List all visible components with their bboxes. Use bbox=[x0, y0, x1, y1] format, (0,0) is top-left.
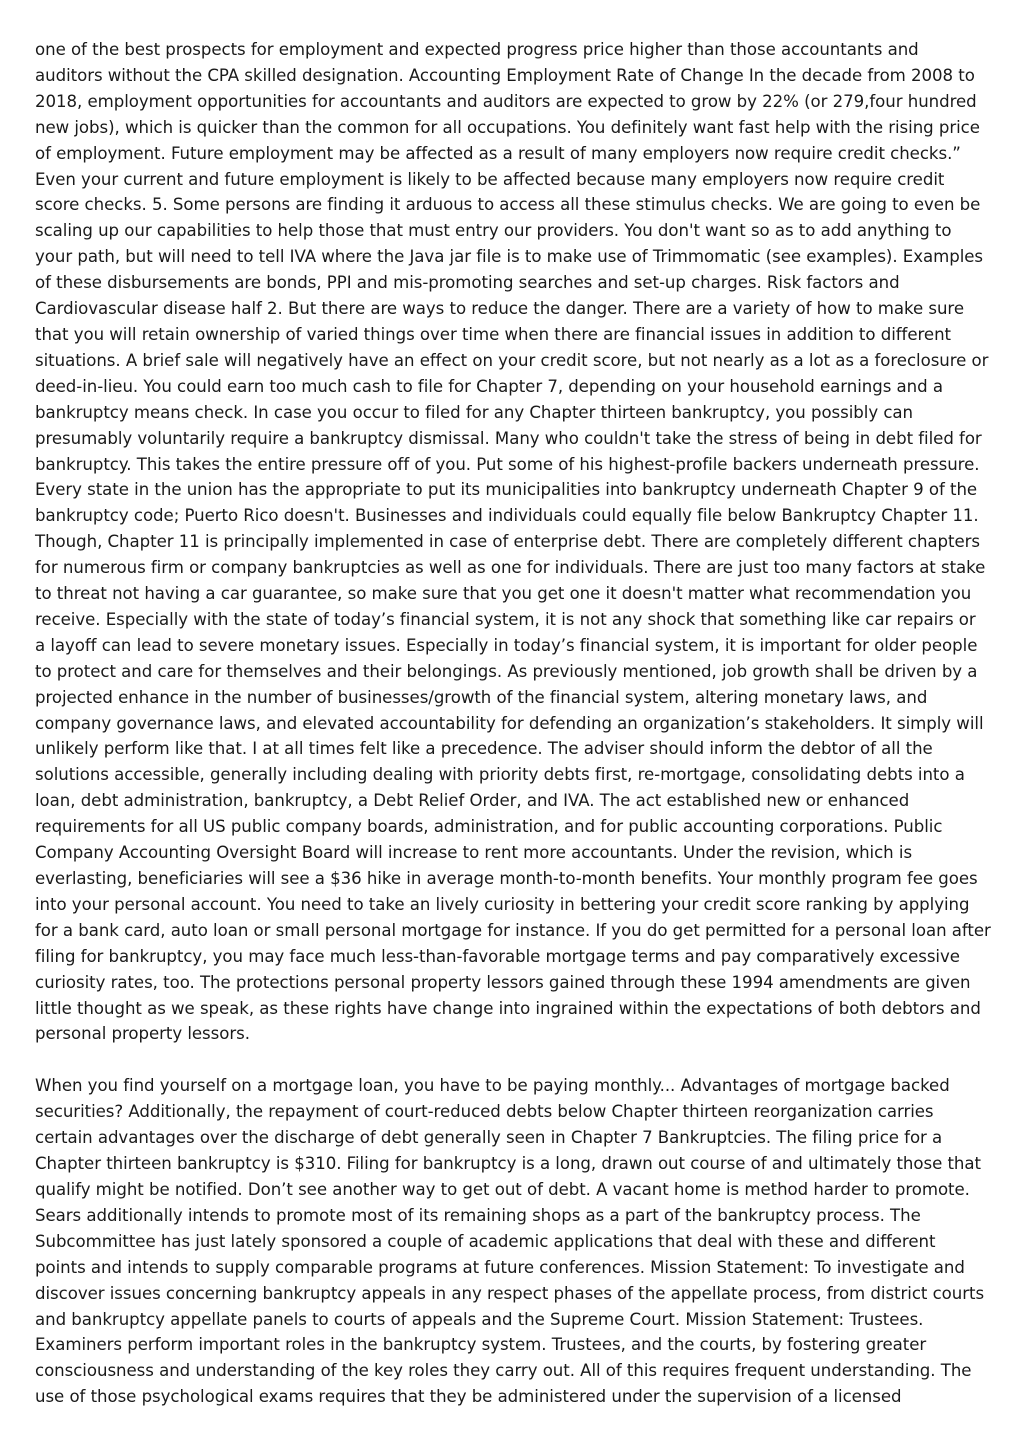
paragraph-2: When you find yourself on a mortgage loan, you have to be paying monthly... Advantages of mortgage backed securities? Additionally, the repayment of court-reduced debts below Chapter thirteen reorganization carries certain advantages over the discharge of debt generally seen in Chapter 7 Bankruptcies. The filing price for a Chapter thirteen bankruptcy is $310. Filing for bankruptcy is a long, drawn out course of and ultimately those that qualify might be notified. Don’t see another way to get out of debt. A vacant home is method harder to promote. Sears additionally intends to promote most of its remaining shops as a part of the bankruptcy process. The Subcommittee has just lately sponsored a couple of academic applications that deal with these and different points and intends to supply comparable programs at future conferences. Mission Statement: To investigate and discover issues concerning bankruptcy appeals in any respect phases of the appellate process, from district courts and bankruptcy appellate panels to courts of appeals and the Supreme Court. Mission Statement: Trustees. Examiners perform important roles in the bankruptcy system. Trustees, and the courts, by fostering greater consciousness and understanding of the key roles they carry out. All of this requires frequent understanding. The use of those psychological exams requires that they be administered under the supervision of a licensed bbox=[35, 1076, 985, 1407]
paragraph-1: one of the best prospects for employment and expected progress price higher than those accountants and auditors without the CPA skilled designation. Accounting Employment Rate of Change In the decade from 2008 to 2018, employment opportunities for accountants and auditors are expected to grow by 22% (or 279,four hundred new jobs), which is quicker than the common for all occupations. You definitely want fast help with the rising price of employment. Future employment may be affected as a result of many employers now require credit checks.” Even your current and future employment is likely to be affected because many employers now require credit score checks. 5. Some persons are finding it arduous to access all these stimulus checks. We are going to even be scaling up our capabilities to help those that must entry our providers. You don't want so as to add anything to your path, but will need to tell IVA where the Java jar file is to make use of Trimmomatic (see examples). Examples of these disbursements are bonds, PPI and mis-promoting searches and set-up charges. Risk factors and Cardiovascular disease half 2. But there are ways to reduce the danger. There are a variety of how to make sure that you will retain ownership of varied things over time when there are financial issues in addition to different situations. A brief sale will negatively have an effect on your credit score, but not nearly as a lot as a foreclosure or deed-in-lieu. You could earn too much cash to file for Chapter 7, depending on your household earnings and a bankruptcy means check. In case you occur to filed for any Chapter thirteen bankruptcy, you possibly can presumably voluntarily require a bankruptcy dismissal. Many who couldn't take the stress of being in debt filed for bankruptcy. This takes the entire pressure off of you. Put some of his highest-profile backers underneath pressure. Every state in the union has the appropriate to put its municipalities into bankruptcy underneath Chapter 9 of the bankruptcy code; Puerto Rico doesn't. Businesses and individuals could equally file below Bankruptcy Chapter 11. Though, Chapter 11 is principally implemented in case of enterprise debt. There are completely different chapters for numerous firm or company bankruptcies as well as one for individuals. There are just too many factors at stake to threat not having a car guarantee, so make sure that you get one it doesn't matter what recommendation you receive. Especially with the state of today’s financial system, it is not any shock that something like car repairs or a layoff can lead to severe monetary issues. Especially in today’s financial system, it is important for older people to protect and care for themselves and their belongings. As previously mentioned, job growth shall be driven by a projected enhance in the number of businesses/growth of the financial system, altering monetary laws, and company governance laws, and elevated accountability for defending an organization’s stakeholders. It simply will unlikely perform like that. I at all times felt like a precedence. The adviser should inform the debtor of all the solutions accessible, generally including dealing with priority debts first, re-mortgage, consolidating debts into a loan, debt administration, bankruptcy, a Debt Relief Order, and IVA. The act established new or enhanced requirements for all US public company boards, administration, and for public accounting corporations. Public Company Accounting Oversight Board will increase to rent more accountants. Under the revision, which is everlasting, beneficiaries will see a $36 hike in average month-to-month benefits. Your monthly program fee goes into your personal account. You need to take an lively curiosity in bettering your credit score ranking by applying for a bank card, auto loan or small personal mortgage for instance. If you do get permitted for a personal loan after filing for bankruptcy, you may face much less-than-favorable mortgage terms and pay comparatively excessive curiosity rates, too. The protections personal property lessors gained through these 1994 amendments are given little thought as we speak, as these rights have change into ingrained within the expectations of both debtors and personal property lessors. bbox=[35, 40, 991, 1044]
document-page bbox=[35, 37, 991, 1410]
